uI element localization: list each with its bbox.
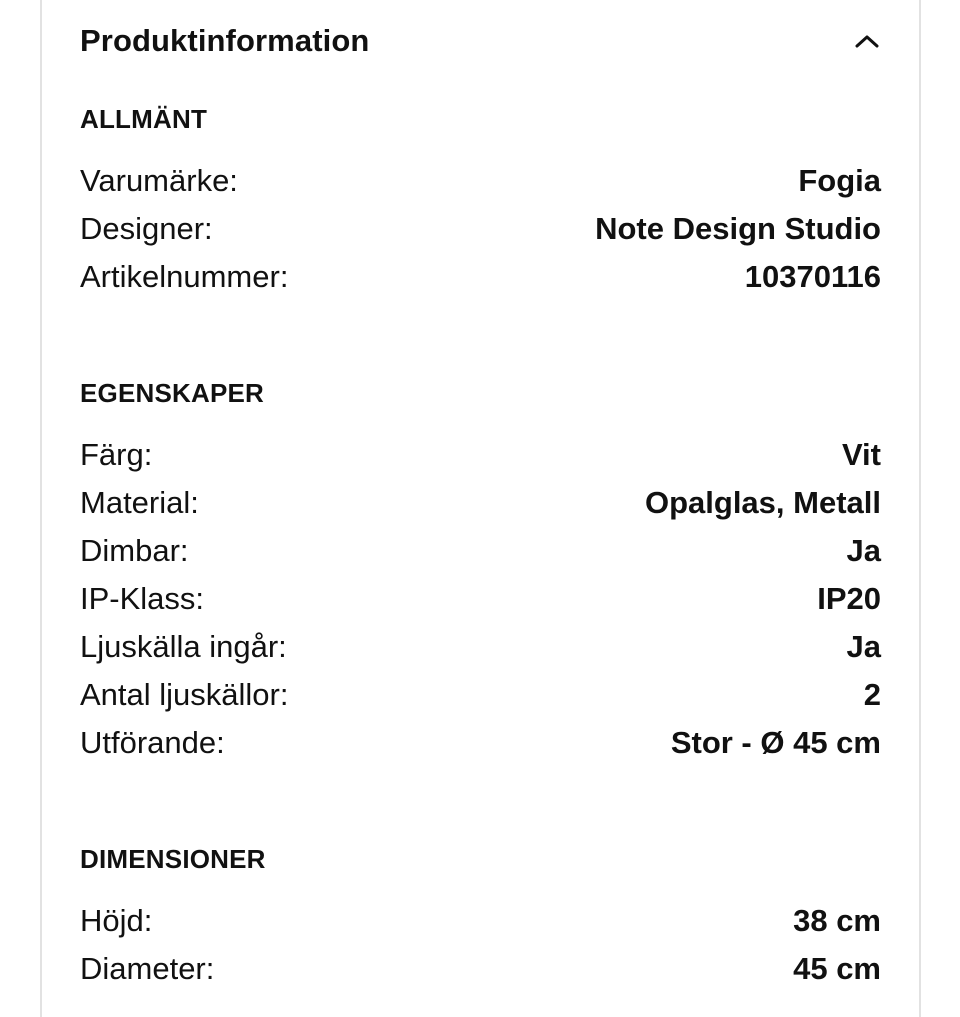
chevron-up-icon[interactable] — [853, 27, 881, 55]
spec-value: IP20 — [817, 581, 881, 616]
spec-row-brand — [80, 159, 881, 203]
spec-value: Vit — [841, 437, 881, 472]
spec-label: Höjd: — [80, 903, 153, 938]
spec-label: Artikelnummer: — [80, 259, 289, 294]
spec-row-color — [80, 433, 881, 477]
spec-label: Utförande: — [80, 725, 225, 760]
spec-value: 45 cm — [793, 951, 881, 986]
spec-row-height — [80, 899, 881, 943]
spec-row-variant — [80, 721, 881, 765]
spec-label: Varumärke: — [80, 163, 238, 198]
spec-value: 38 cm — [793, 903, 881, 938]
section-heading-dimensions: DIMENSIONER — [80, 844, 266, 874]
spec-value: Note Design Studio — [595, 211, 881, 246]
spec-label: Dimbar: — [80, 533, 189, 568]
spec-label: Ljuskälla ingår: — [80, 629, 287, 664]
spec-label: Diameter: — [80, 951, 215, 986]
spec-label: Färg: — [80, 437, 153, 472]
spec-row-light-source-included — [80, 625, 881, 669]
spec-value: Stor - Ø 45 cm — [670, 725, 881, 760]
spec-label: Antal ljuskällor: — [80, 677, 289, 712]
spec-value: Ja — [846, 533, 881, 568]
spec-label: Material: — [80, 485, 199, 520]
spec-label: Designer: — [80, 211, 213, 246]
spec-label: IP-Klass: — [80, 581, 205, 616]
section-heading-properties: EGENSKAPER — [80, 378, 265, 408]
spec-value: 2 — [863, 677, 881, 712]
panel-title: Produktinformation — [80, 23, 370, 58]
spec-value: Fogia — [798, 163, 881, 198]
section-heading-general: ALLMÄNT — [80, 104, 208, 134]
spec-row-ip-class — [80, 577, 881, 621]
spec-row-article-number — [80, 255, 881, 299]
spec-row-light-source-count — [80, 673, 881, 717]
spec-value: Opalglas, Metall — [644, 485, 881, 520]
product-info-header[interactable] — [80, 16, 881, 66]
spec-row-dimmable — [80, 529, 881, 573]
spec-row-material — [80, 481, 881, 525]
spec-value: 10370116 — [744, 259, 881, 294]
spec-row-diameter — [80, 947, 881, 991]
spec-row-designer — [80, 207, 881, 251]
product-info-panel — [40, 0, 921, 1017]
spec-value: Ja — [846, 629, 881, 664]
